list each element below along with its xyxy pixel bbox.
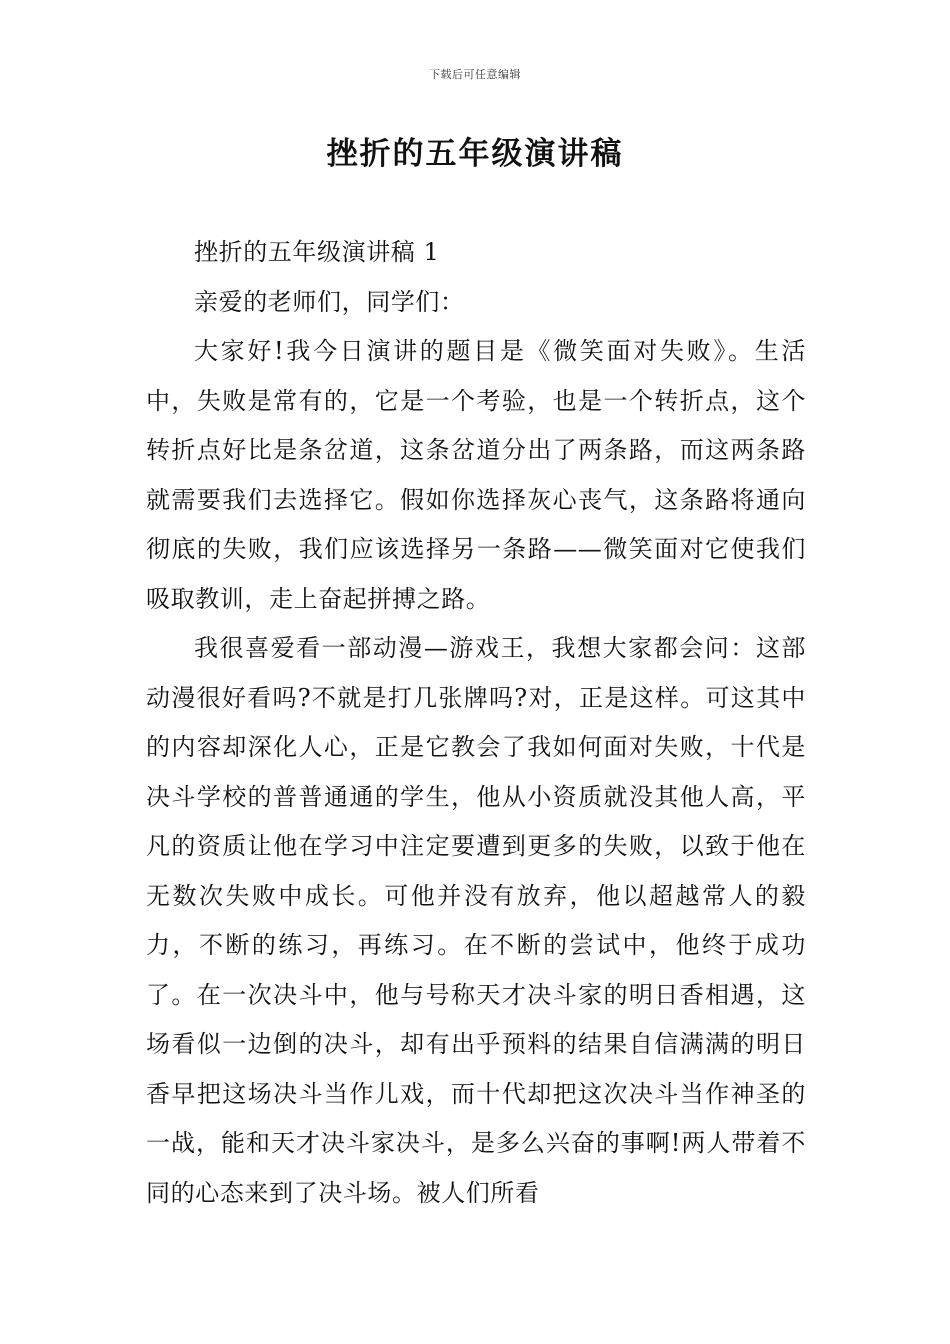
paragraph-subtitle: 挫折的五年级演讲稿 1: [194, 238, 440, 266]
paragraph-intro: 大家好!我今日演讲的题目是《微笑面对失败》。生活中，失败是常有的，它是一个考验，也是一个转折点，这个转折点好比是条岔道，这条岔道分出了两条路，而这两条路就需要我们去选择它。假如你选择灰心丧气，这条路将通向彻底的失败，我们应该选择另一条路——微笑面对它使我们吸取教训，走上奋起拼搏之路。: [146, 337, 806, 613]
document-title: 挫折的五年级演讲稿: [326, 136, 624, 172]
paragraph-greeting: 亲爱的老师们，同学们：: [194, 287, 465, 316]
header-note: 下载后可任意编辑: [429, 68, 521, 81]
document-body: [146, 228, 806, 1218]
paragraph-story: 我很喜爱看一部动漫—游戏王，我想大家都会问：这部动漫很好看吗?不就是打几张牌吗?对，正是这样。可这其中的内容却深化人心，正是它教会了我如何面对失败，十代是决斗学校的普普通通的学生，他从小资质就没其他人高，平凡的资质让他在学习中注定要遭到更多的失败，以致于他在无数次失败中成长。可他并没有放弃，他以超越常人的毅力，不断的练习，再练习。在不断的尝试中，他终于成功了。在一次决斗中，他与号称天才决斗家的明日香相遇，这场看似一边倒的决斗，却有出乎预料的结果自信满满的明日香早把这场决斗当作儿戏，而十代却把这次决斗当作神圣的一战，能和天才决斗家决斗，是多么兴奋的事啊!两人带着不同的心态来到了决斗场。被人们所看: [146, 634, 806, 1207]
